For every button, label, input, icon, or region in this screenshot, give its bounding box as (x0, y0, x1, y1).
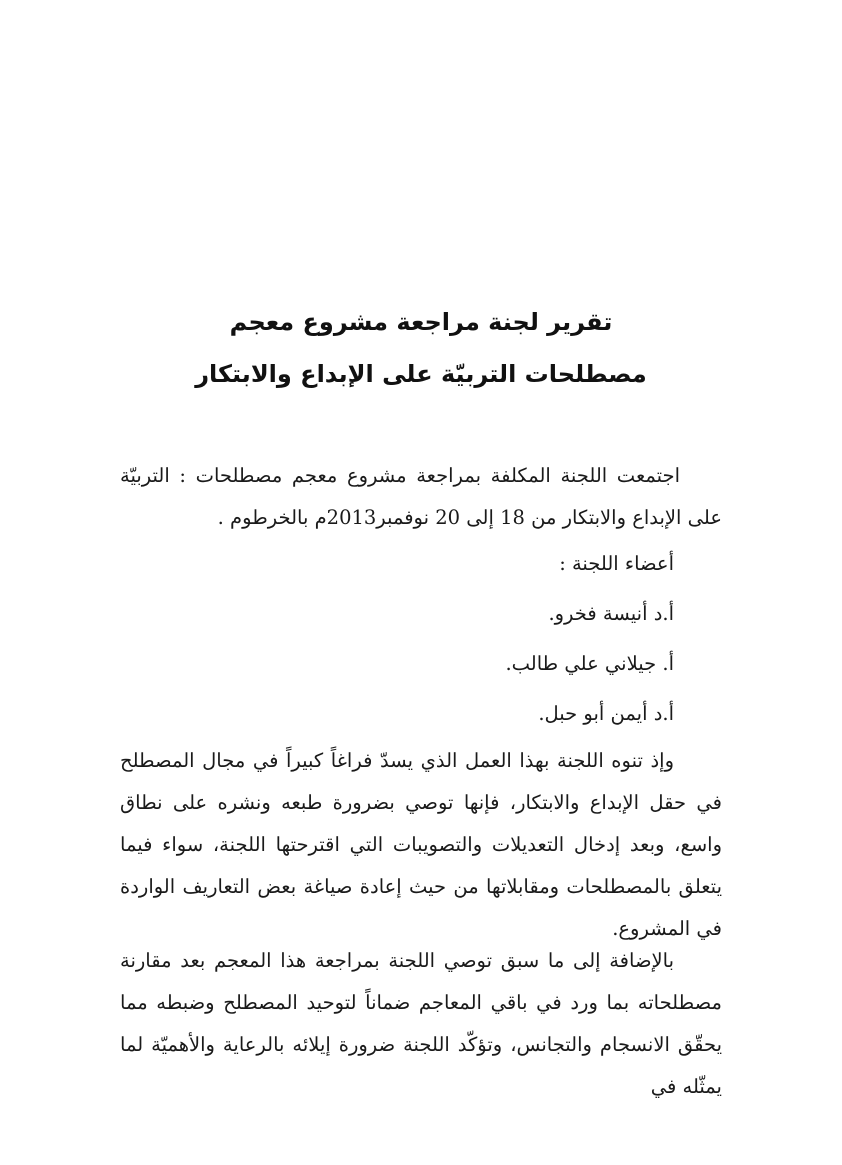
report-title-line-1: تقرير لجنة مراجعة مشروع معجم (229, 308, 613, 336)
committee-member-2: أ. جيلاني علي طالب. (505, 652, 674, 675)
recommendation-paragraph: وإذ تنوه اللجنة بهذا العمل الذي يسدّ فراغاً كبيراً في مجال المصطلح في حقل الإبداع والابتكار، فإنها توصي بضرورة طبعه ونشره على نطاق واسع، وبعد إدخال التعديلات والتصويبات التي اقترحتها اللجنة، سواء فيما يتعلق بالمصطلحات ومقابلاتها من حيث إعادة صياغة بعض التعاريف الواردة في المشروع. (120, 749, 722, 940)
committee-members-heading: أعضاء اللجنة : (559, 552, 674, 575)
additional-recommendation-paragraph: بالإضافة إلى ما سبق توصي اللجنة بمراجعة هذا المعجم بعد مقارنة مصطلحاته بما ورد في باقي المعاجم ضماناً لتوحيد المصطلح وضبطه مما يحقّق الانسجام والتجانس، وتؤكّد اللجنة ضرورة إيلائه بالرعاية والأهميّة لما يمثّله في (120, 949, 722, 1098)
committee-member-1: أ.د أنيسة فخرو. (548, 602, 674, 625)
intro-paragraph: اجتمعت اللجنة المكلفة بمراجعة مشروع معجم مصطلحات : التربيّة على الإبداع والابتكار من 18 إلى 20 نوفمبر2013م بالخرطوم . (120, 464, 722, 529)
committee-member-3: أ.د أيمن أبو حبل. (538, 702, 674, 725)
report-title-line-2: مصطلحات التربيّة على الإبداع والابتكار (195, 360, 647, 388)
